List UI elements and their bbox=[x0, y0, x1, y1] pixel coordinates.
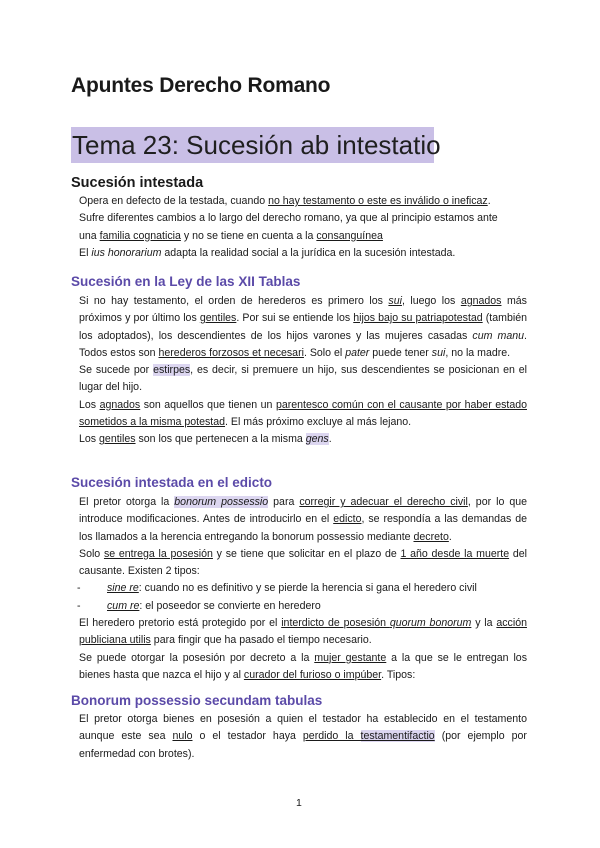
text: Se sucede por bbox=[79, 364, 154, 377]
text: y se tiene que solicitar en el plazo de bbox=[212, 547, 401, 560]
italic-text: ius honorarium bbox=[91, 246, 162, 259]
text: . bbox=[487, 195, 491, 207]
underlined-text: nulo bbox=[172, 730, 193, 743]
heading-ley-xii-tablas: Sucesión en la Ley de las XII Tablas bbox=[71, 274, 301, 289]
paragraph bbox=[79, 362, 527, 397]
underlined-text: parentesco común con el causante por haber estado sometidos a la misma potestad bbox=[79, 398, 527, 429]
text: una bbox=[79, 229, 100, 242]
text: para bbox=[268, 496, 300, 508]
paragraph bbox=[79, 210, 527, 245]
text: son los que pertenecen a la misma bbox=[135, 433, 306, 446]
text: Opera en defecto de la testada, cuando bbox=[79, 195, 269, 207]
section-sucesion-intestada bbox=[79, 193, 527, 262]
text: Los bbox=[79, 433, 100, 446]
text: del causante. Existen 2 tipos: bbox=[79, 547, 527, 578]
text: y la bbox=[471, 617, 497, 630]
text: , luego los bbox=[401, 295, 461, 307]
text: . Tipos: bbox=[381, 668, 416, 681]
underlined-text: familia cognaticia bbox=[99, 229, 181, 242]
text: El bbox=[79, 246, 92, 259]
document-title: Apuntes Derecho Romano bbox=[71, 74, 331, 97]
underlined-text: mujer gestante bbox=[314, 651, 387, 664]
page-number: 1 bbox=[296, 797, 302, 809]
italic-text: cum manu bbox=[472, 329, 525, 342]
text: y no se tiene en cuenta a la bbox=[180, 229, 317, 242]
topic-title: Tema 23: Sucesión ab intestatio bbox=[71, 127, 434, 163]
text: o el testador haya bbox=[192, 730, 303, 743]
paragraph bbox=[79, 193, 527, 210]
text: . El más próximo excluye al más lejano. bbox=[225, 416, 412, 429]
underlined-text: edicto bbox=[333, 513, 362, 526]
text: son aquellos que tienen un bbox=[140, 398, 276, 411]
text: . Por sui se entiende los bbox=[236, 312, 354, 325]
section-intestada-edicto bbox=[79, 494, 527, 684]
highlighted-text: testamentifactio bbox=[360, 730, 435, 743]
list-item bbox=[79, 580, 527, 597]
paragraph bbox=[79, 615, 527, 650]
underlined-text: 1 año desde la muerte bbox=[400, 547, 510, 560]
underlined-text: no hay testamento o este es inválido o ineficaz bbox=[268, 195, 488, 207]
text: . Todos estos son bbox=[79, 329, 527, 359]
underlined-text: sui bbox=[388, 295, 402, 307]
text: (también los adoptados), los descendientes de los hijos varones y las mujeres casadas bbox=[79, 312, 527, 342]
italic-text: sui bbox=[431, 346, 446, 359]
underlined-text: corregir y adecuar el derecho civil bbox=[299, 496, 468, 508]
text: : el poseedor se convierte en heredero bbox=[139, 599, 321, 612]
underlined-text: perdido la bbox=[302, 730, 361, 743]
underlined-text: acción publiciana utilis bbox=[79, 617, 527, 647]
text: Sufre diferentes cambios a lo largo del derecho romano, ya que al principio estamos ante bbox=[79, 212, 498, 225]
section-ley-xii-tablas bbox=[79, 293, 527, 449]
paragraph bbox=[79, 546, 527, 581]
text: Se puede otorgar la posesión por decreto a la bbox=[79, 651, 315, 664]
underlined-text: agnados bbox=[99, 398, 141, 411]
list-dash: - bbox=[77, 582, 81, 595]
paragraph bbox=[79, 431, 527, 448]
paragraph bbox=[79, 293, 527, 362]
underlined-text: quorum bonorum bbox=[389, 617, 472, 630]
underlined-text: agnados bbox=[460, 295, 502, 307]
text: El pretor otorga la bbox=[79, 496, 175, 508]
paragraph bbox=[79, 650, 527, 685]
list-dash: - bbox=[77, 599, 81, 612]
underlined-text: interdicto de posesión bbox=[281, 617, 390, 630]
underlined-text: herederos forzosos et necesari bbox=[158, 346, 304, 359]
list-item bbox=[79, 598, 527, 615]
heading-secundam-tabulas: Bonorum possessio secundam tabulas bbox=[71, 693, 323, 708]
section-secundam-tabulas bbox=[79, 711, 527, 763]
underlined-text: curador del furioso o impúber bbox=[243, 668, 382, 681]
heading-intestada-edicto: Sucesión intestada en el edicto bbox=[71, 475, 273, 490]
text: puede tener bbox=[369, 346, 432, 359]
heading-sucesion-intestada: Sucesión intestada bbox=[71, 175, 204, 191]
text: . bbox=[328, 433, 332, 446]
text: . bbox=[448, 530, 452, 543]
underlined-text: sine re bbox=[107, 582, 139, 595]
highlighted-text: gens bbox=[305, 433, 329, 446]
text: más próximos y por último los bbox=[79, 295, 527, 325]
text: , por lo que introduce modificaciones. Antes de introducirlo en el bbox=[79, 496, 527, 526]
highlighted-text: bonorum possessio bbox=[174, 496, 269, 508]
text: El heredero pretorio está protegido por el bbox=[79, 617, 282, 630]
text: a la que se le entregan los bienes hasta que nazca el hijo y al bbox=[79, 651, 527, 681]
text: para fingir que ha pasado el tiempo necesario. bbox=[150, 634, 372, 647]
highlighted-text: estirpes bbox=[153, 364, 191, 377]
text: : cuando no es definitivo y se pierde la herencia si gana el heredero civil bbox=[138, 582, 477, 595]
paragraph bbox=[79, 494, 527, 546]
underlined-text: gentiles bbox=[99, 433, 136, 446]
text: Solo bbox=[79, 547, 104, 560]
underlined-text: consanguínea bbox=[316, 229, 383, 242]
paragraph bbox=[79, 711, 527, 763]
text: (por ejemplo por enfermedad con brotes). bbox=[79, 730, 527, 760]
underlined-text: gentiles bbox=[199, 312, 237, 325]
italic-text: pater bbox=[345, 346, 370, 359]
text: , se respondía a las demandas de los llamados a la herencia entregando la bonorum possessio mediante bbox=[79, 513, 527, 543]
text: Si no hay testamento, el orden de herederos es primero los bbox=[79, 295, 389, 307]
text: , es decir, si premuere un hijo, sus descendientes se posicionan en el lugar del hijo. bbox=[79, 364, 527, 394]
text: . Solo el bbox=[303, 346, 346, 359]
text: adapta la realidad social a la jurídica en la sucesión intestada. bbox=[161, 246, 456, 259]
paragraph bbox=[79, 397, 527, 432]
underlined-text: cum re bbox=[107, 599, 140, 612]
underlined-text: decreto bbox=[413, 530, 449, 543]
text: , no la madre. bbox=[445, 346, 511, 359]
paragraph bbox=[79, 245, 527, 262]
text: El pretor otorga bienes en posesión a quien el testador ha establecido en el testamento aunque este sea bbox=[79, 713, 527, 743]
underlined-text: hijos bajo su patriapotestad bbox=[353, 312, 483, 325]
text: Los bbox=[79, 398, 100, 411]
underlined-text: se entrega la posesión bbox=[103, 547, 213, 560]
